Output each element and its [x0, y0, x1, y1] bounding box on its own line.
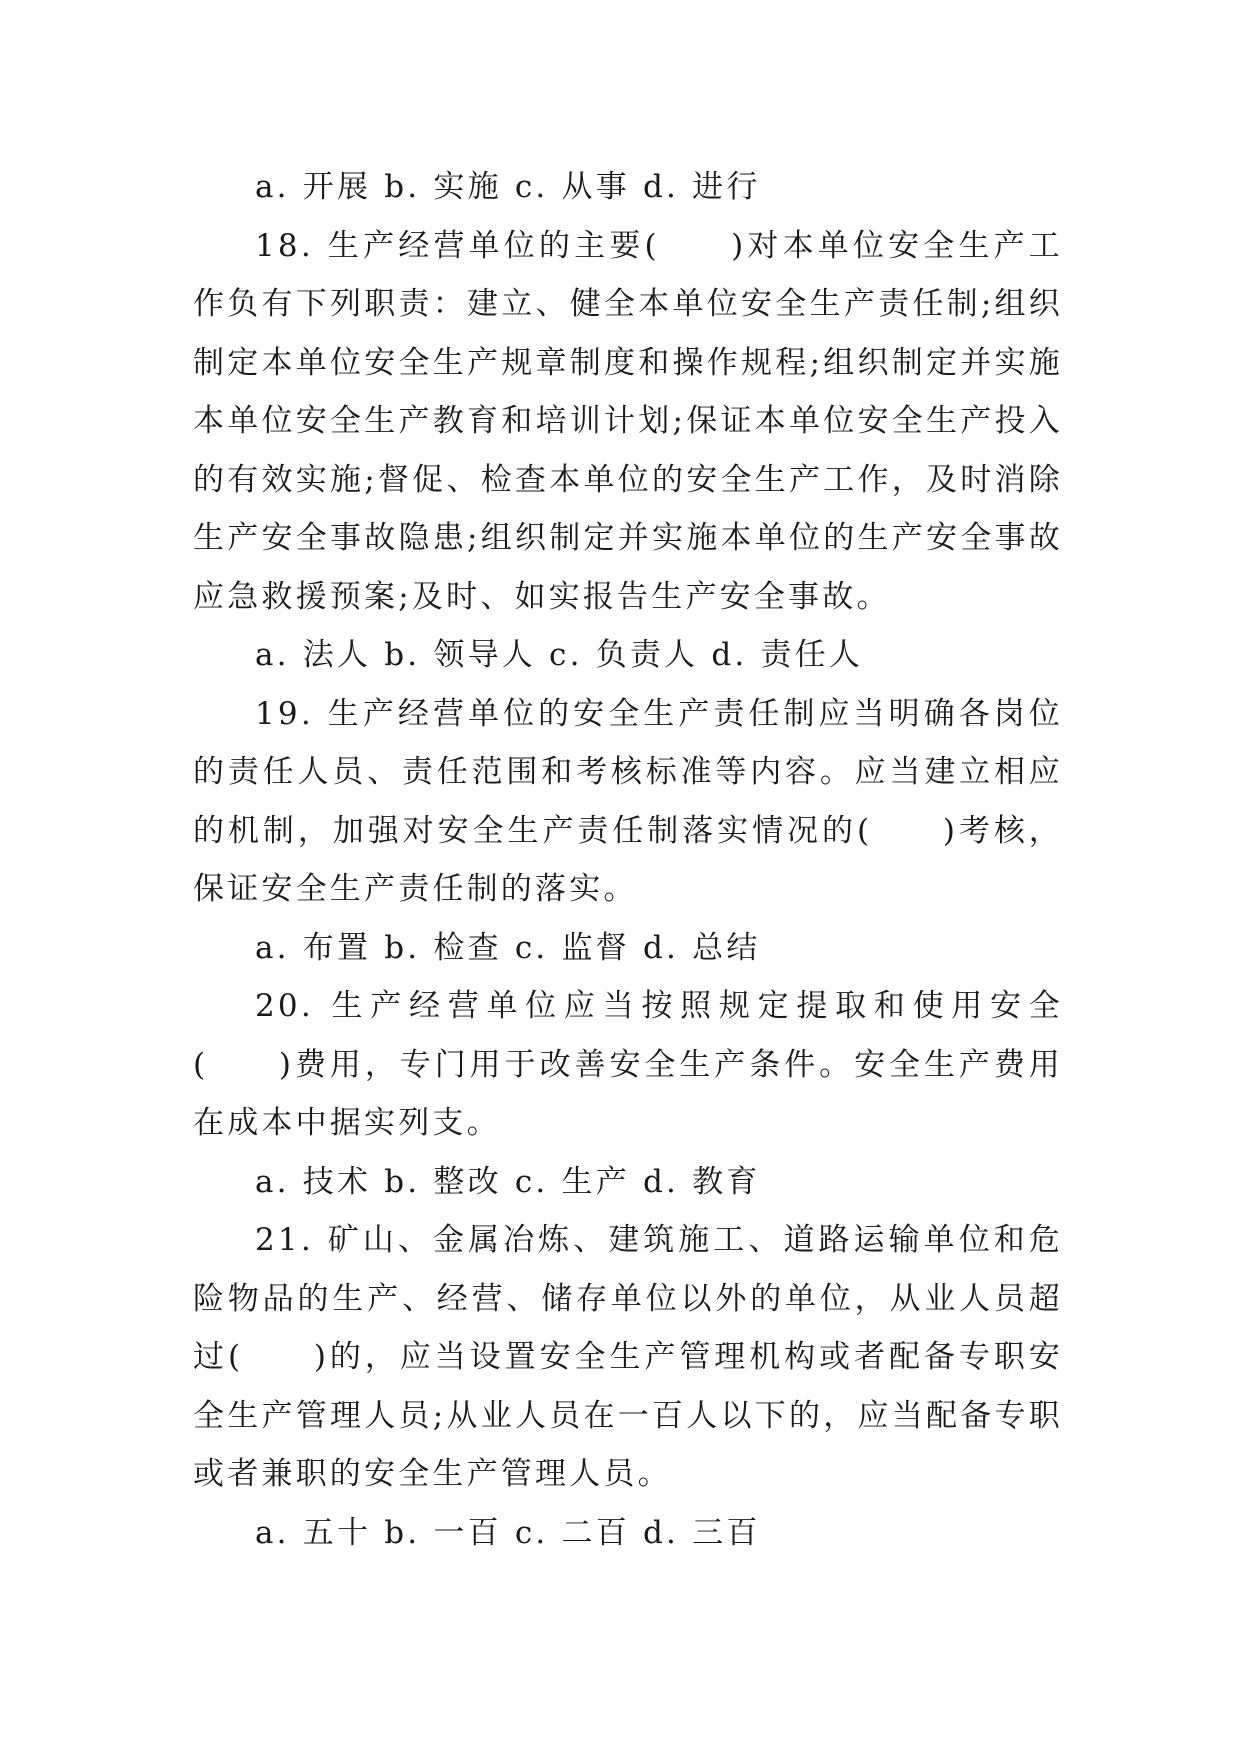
question-20: 20. 生产经营单位应当按照规定提取和使用安全( )费用，专门用于改善安全生产条件。安全生产费用在成本中据实列支。: [193, 988, 1063, 1141]
options-q20: a. 技术 b. 整改 c. 生产 d. 教育: [255, 1163, 761, 1200]
options-q21: a. 五十 b. 一百 c. 二百 d. 三百: [255, 1514, 761, 1551]
document-page: [193, 158, 1063, 1562]
options-q19: a. 布置 b. 检查 c. 监督 d. 总结: [255, 929, 761, 966]
options-q17: a. 开展 b. 实施 c. 从事 d. 进行: [255, 169, 761, 205]
question-18: 18. 生产经营单位的主要( )对本单位安全生产工作负有下列职责：建立、健全本单位安全生产责任制;组织制定本单位安全生产规章制度和操作规程;组织制定并实施本单位安全生产教育和培训计划;保证本单位安全生产投入的有效实施;督促、检查本单位的安全生产工作，及时消除生产安全事故隐患;组织制定并实施本单位的生产安全事故应急救援预案;及时、如实报告生产安全事故。: [193, 227, 1063, 615]
options-q18: a. 法人 b. 领导人 c. 负责人 d. 责任人: [255, 637, 864, 673]
question-19: 19. 生产经营单位的安全生产责任制应当明确各岗位的责任人员、责任范围和考核标准等内容。应当建立相应的机制，加强对安全生产责任制落实情况的( )考核，保证安全生产责任制的落实。: [193, 695, 1063, 907]
question-21: 21. 矿山、金属冶炼、建筑施工、道路运输单位和危险物品的生产、经营、储存单位以外的单位，从业人员超过( )的，应当设置安全生产管理机构或者配备专职安全生产管理人员;从业人员在一百人以下的，应当配备专职或者兼职的安全生产管理人员。: [193, 1222, 1063, 1492]
